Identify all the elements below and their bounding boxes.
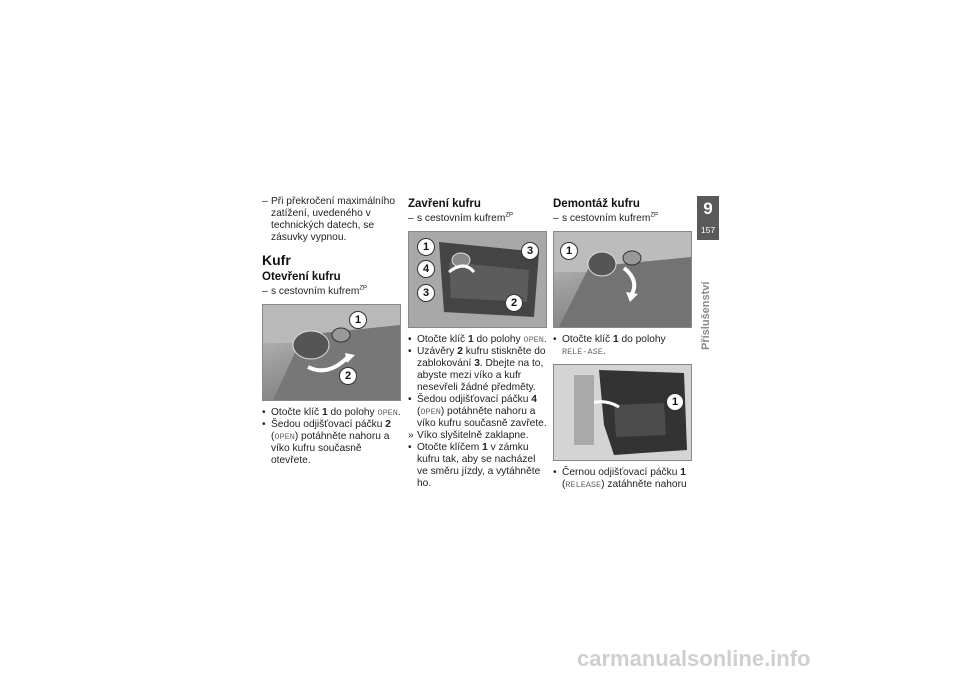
page-number: 157	[700, 225, 716, 235]
subsection-title-open: Otevření kufru	[262, 271, 341, 283]
callout-3-right: 3	[521, 242, 539, 260]
step-open-1: • Otočte klíč 1 do polohy OPEN.	[262, 407, 402, 419]
watermark: carmanualsonline.info	[577, 646, 811, 671]
step-close-result: » Víko slyšitelně zaklapne.	[408, 430, 548, 442]
step-remove-2: • Černou odjišťovací páčku 1 (RELEASE) zatáhněte nahoru	[553, 467, 693, 491]
callout-2: 2	[505, 294, 523, 312]
photo-close-case	[408, 231, 547, 328]
callout-1: 1	[349, 311, 367, 329]
chapter-title: Příslušenství	[700, 281, 712, 350]
column-2	[408, 196, 548, 490]
step-close-1: • Otočte klíč 1 do polohy OPEN.	[408, 334, 548, 346]
step-close-4: • Otočte klíčem 1 v zámku kufru tak, aby se nacházel ve směru jízdy, a vytáhněte ho.	[408, 442, 548, 490]
callout-1: 1	[417, 238, 435, 256]
callout-2: 2	[339, 367, 357, 385]
callout-1: 1	[666, 393, 684, 411]
equipment-ref: – s cestovním kufrem$^{ZP}$	[408, 213, 548, 225]
step-close-2: • Uzávěry 2 kufru stiskněte do zablokování 3. Dbejte na to, abyste mezi víko a kufr nesevřeli žádné předměty.	[408, 346, 548, 394]
step-close-3: • Šedou odjišťovací páčku 4 (OPEN) potáhněte nahoru a víko kufru současně zavřete.	[408, 394, 548, 430]
section-title: Kufr	[262, 252, 291, 268]
photo-remove-lever-drawing	[554, 365, 691, 460]
callout-3-left: 3	[417, 284, 435, 302]
callout-1: 1	[560, 242, 578, 260]
subsection-title-close: Zavření kufru	[408, 198, 481, 210]
step-remove-1: • Otočte klíč 1 do polohy RELE-ASE.	[553, 334, 693, 358]
subsection-title-remove: Demontáž kufru	[553, 198, 640, 210]
chapter-number: 9	[703, 199, 713, 218]
column-1	[262, 196, 402, 467]
intro-text: – Při překročení maximálního zatížení, uvedeného v technických datech, se zásuvky vypnou.	[262, 196, 402, 244]
photo-remove-lever	[553, 364, 692, 461]
equipment-ref: – s cestovním kufrem$^{ZP}$	[262, 286, 402, 298]
equipment-ref: – s cestovním kufrem$^{ZP}$	[553, 213, 693, 225]
callout-4: 4	[417, 260, 435, 278]
photo-open-case	[262, 304, 401, 401]
photo-open-case-drawing	[263, 305, 400, 400]
photo-remove-key	[553, 231, 692, 328]
column-3	[553, 196, 693, 491]
step-open-2: • Šedou odjišťovací páčku 2 (OPEN) potáhněte nahoru a víko kufru současně otevřete.	[262, 419, 402, 467]
